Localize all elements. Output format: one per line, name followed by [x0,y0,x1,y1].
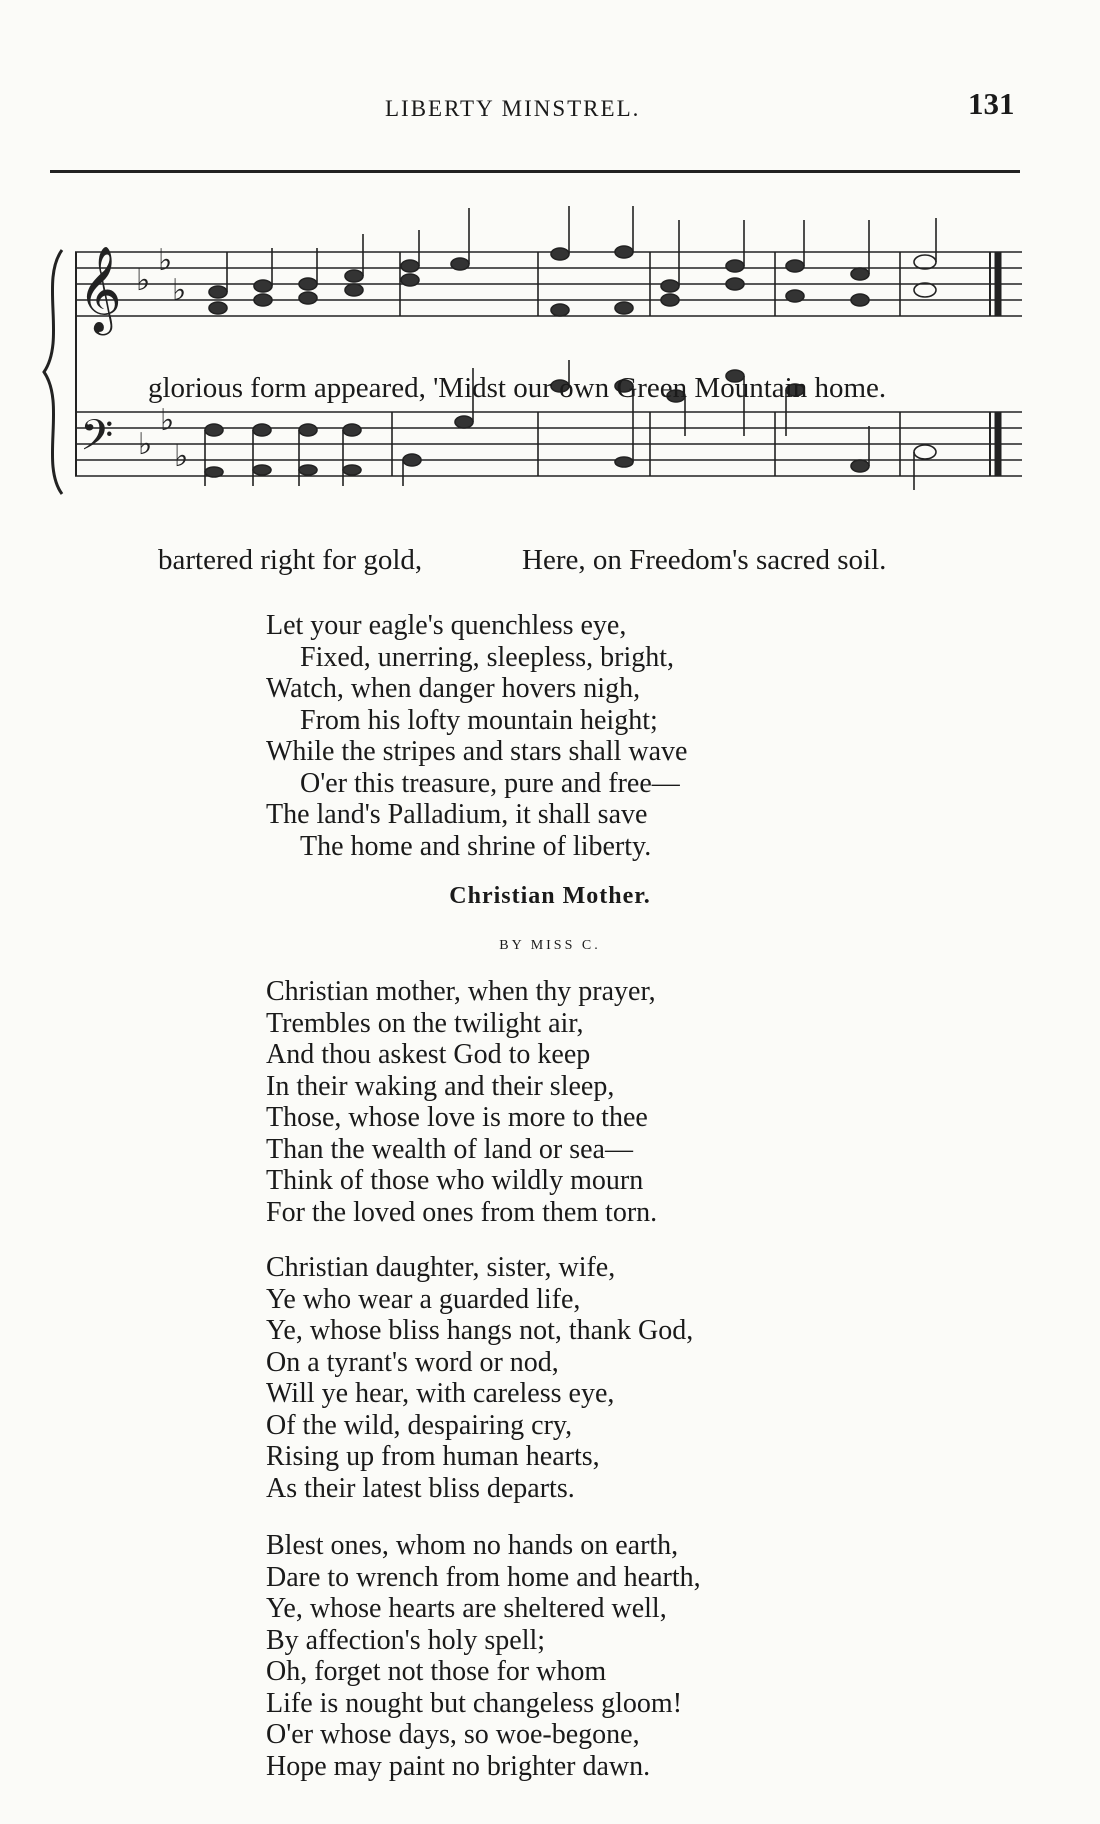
verse-line: The land's Palladium, it shall save [266,799,648,830]
verse-line: For the loved ones from them torn. [266,1196,658,1228]
verse-line: Ye, whose bliss hangs not, thank God, [266,1315,694,1346]
verse-line: Watch, when danger hovers nigh, [266,673,641,704]
verse-line: While the stripes and stars shall wave [266,736,688,767]
svg-text:♭: ♭ [138,427,153,462]
music-score [0,190,1100,530]
verse-line: Fixed, unerring, sleepless, bright, [300,641,675,673]
bass-clef-icon: 𝄢 [80,411,114,471]
verse-line: Rising up from human hearts, [266,1441,600,1472]
bass-staff [75,412,1022,476]
header-rule [50,170,1020,173]
verse-line: Christian mother, when thy prayer, [266,976,656,1007]
verse-line: On a tyrant's word or nod, [266,1346,559,1378]
verse-line: O'er whose days, so woe-begone, [266,1719,640,1750]
treble-lyrics: glorious form appeared, 'Midst our own Green Mountain home. [148,372,887,404]
svg-text:♭: ♭ [172,273,187,308]
poem-stanza-1 [266,976,657,1228]
verse-line: O'er this treasure, pure and free— [300,767,680,799]
verse-line: In their waking and their sleep, [266,1070,615,1102]
verse-line: Of the wild, despairing cry, [266,1409,573,1441]
verse-line: Dare to wrench from home and hearth, [266,1561,701,1593]
verse-line: Hope may paint no brighter dawn. [266,1750,651,1782]
verse-line: By affection's holy spell; [266,1624,546,1656]
poem-stanza-2 [266,1252,693,1504]
page-number: 131 [968,86,1015,121]
svg-text:♭: ♭ [136,263,151,298]
verse-line: From his lofty mountain height; [300,704,658,736]
bass-lyrics-right: Here, on Freedom's sacred soil. [522,544,887,576]
verse-line: Let your eagle's quenchless eye, [266,610,627,641]
svg-text:♭: ♭ [158,243,173,278]
verse-line: As their latest bliss departs. [266,1472,575,1504]
poem-byline: BY MISS C. [499,938,601,953]
verse-line: And thou askest God to keep [266,1039,591,1070]
verse-line: Think of those who wildly mourn [266,1165,644,1196]
bass-lyrics-left: bartered right for gold, [158,544,423,576]
poem-title: Christian Mother. [449,883,651,909]
verse-line: Oh, forget not those for whom [266,1656,607,1687]
previous-poem-stanza [266,610,687,862]
svg-text:♭: ♭ [174,439,189,474]
treble-clef-icon: 𝄞 [78,246,122,332]
verse-line: Life is nought but changeless gloom! [266,1687,683,1719]
verse-line: Blest ones, whom no hands on earth, [266,1530,679,1561]
verse-line: Than the wealth of land or sea— [266,1133,633,1165]
running-title: LIBERTY MINSTREL. [385,96,641,121]
system-brace [44,250,62,494]
verse-line: Those, whose love is more to thee [266,1102,648,1133]
verse-line: Trembles on the twilight air, [266,1007,584,1039]
verse-line: Ye who wear a guarded life, [266,1283,581,1315]
verse-line: The home and shrine of liberty. [300,830,652,862]
poem-stanza-3 [266,1530,701,1782]
verse-line: Will ye hear, with careless eye, [266,1378,615,1409]
verse-line: Ye, whose hearts are sheltered well, [266,1593,667,1624]
verse-line: Christian daughter, sister, wife, [266,1252,616,1283]
svg-text:♭: ♭ [160,403,175,438]
